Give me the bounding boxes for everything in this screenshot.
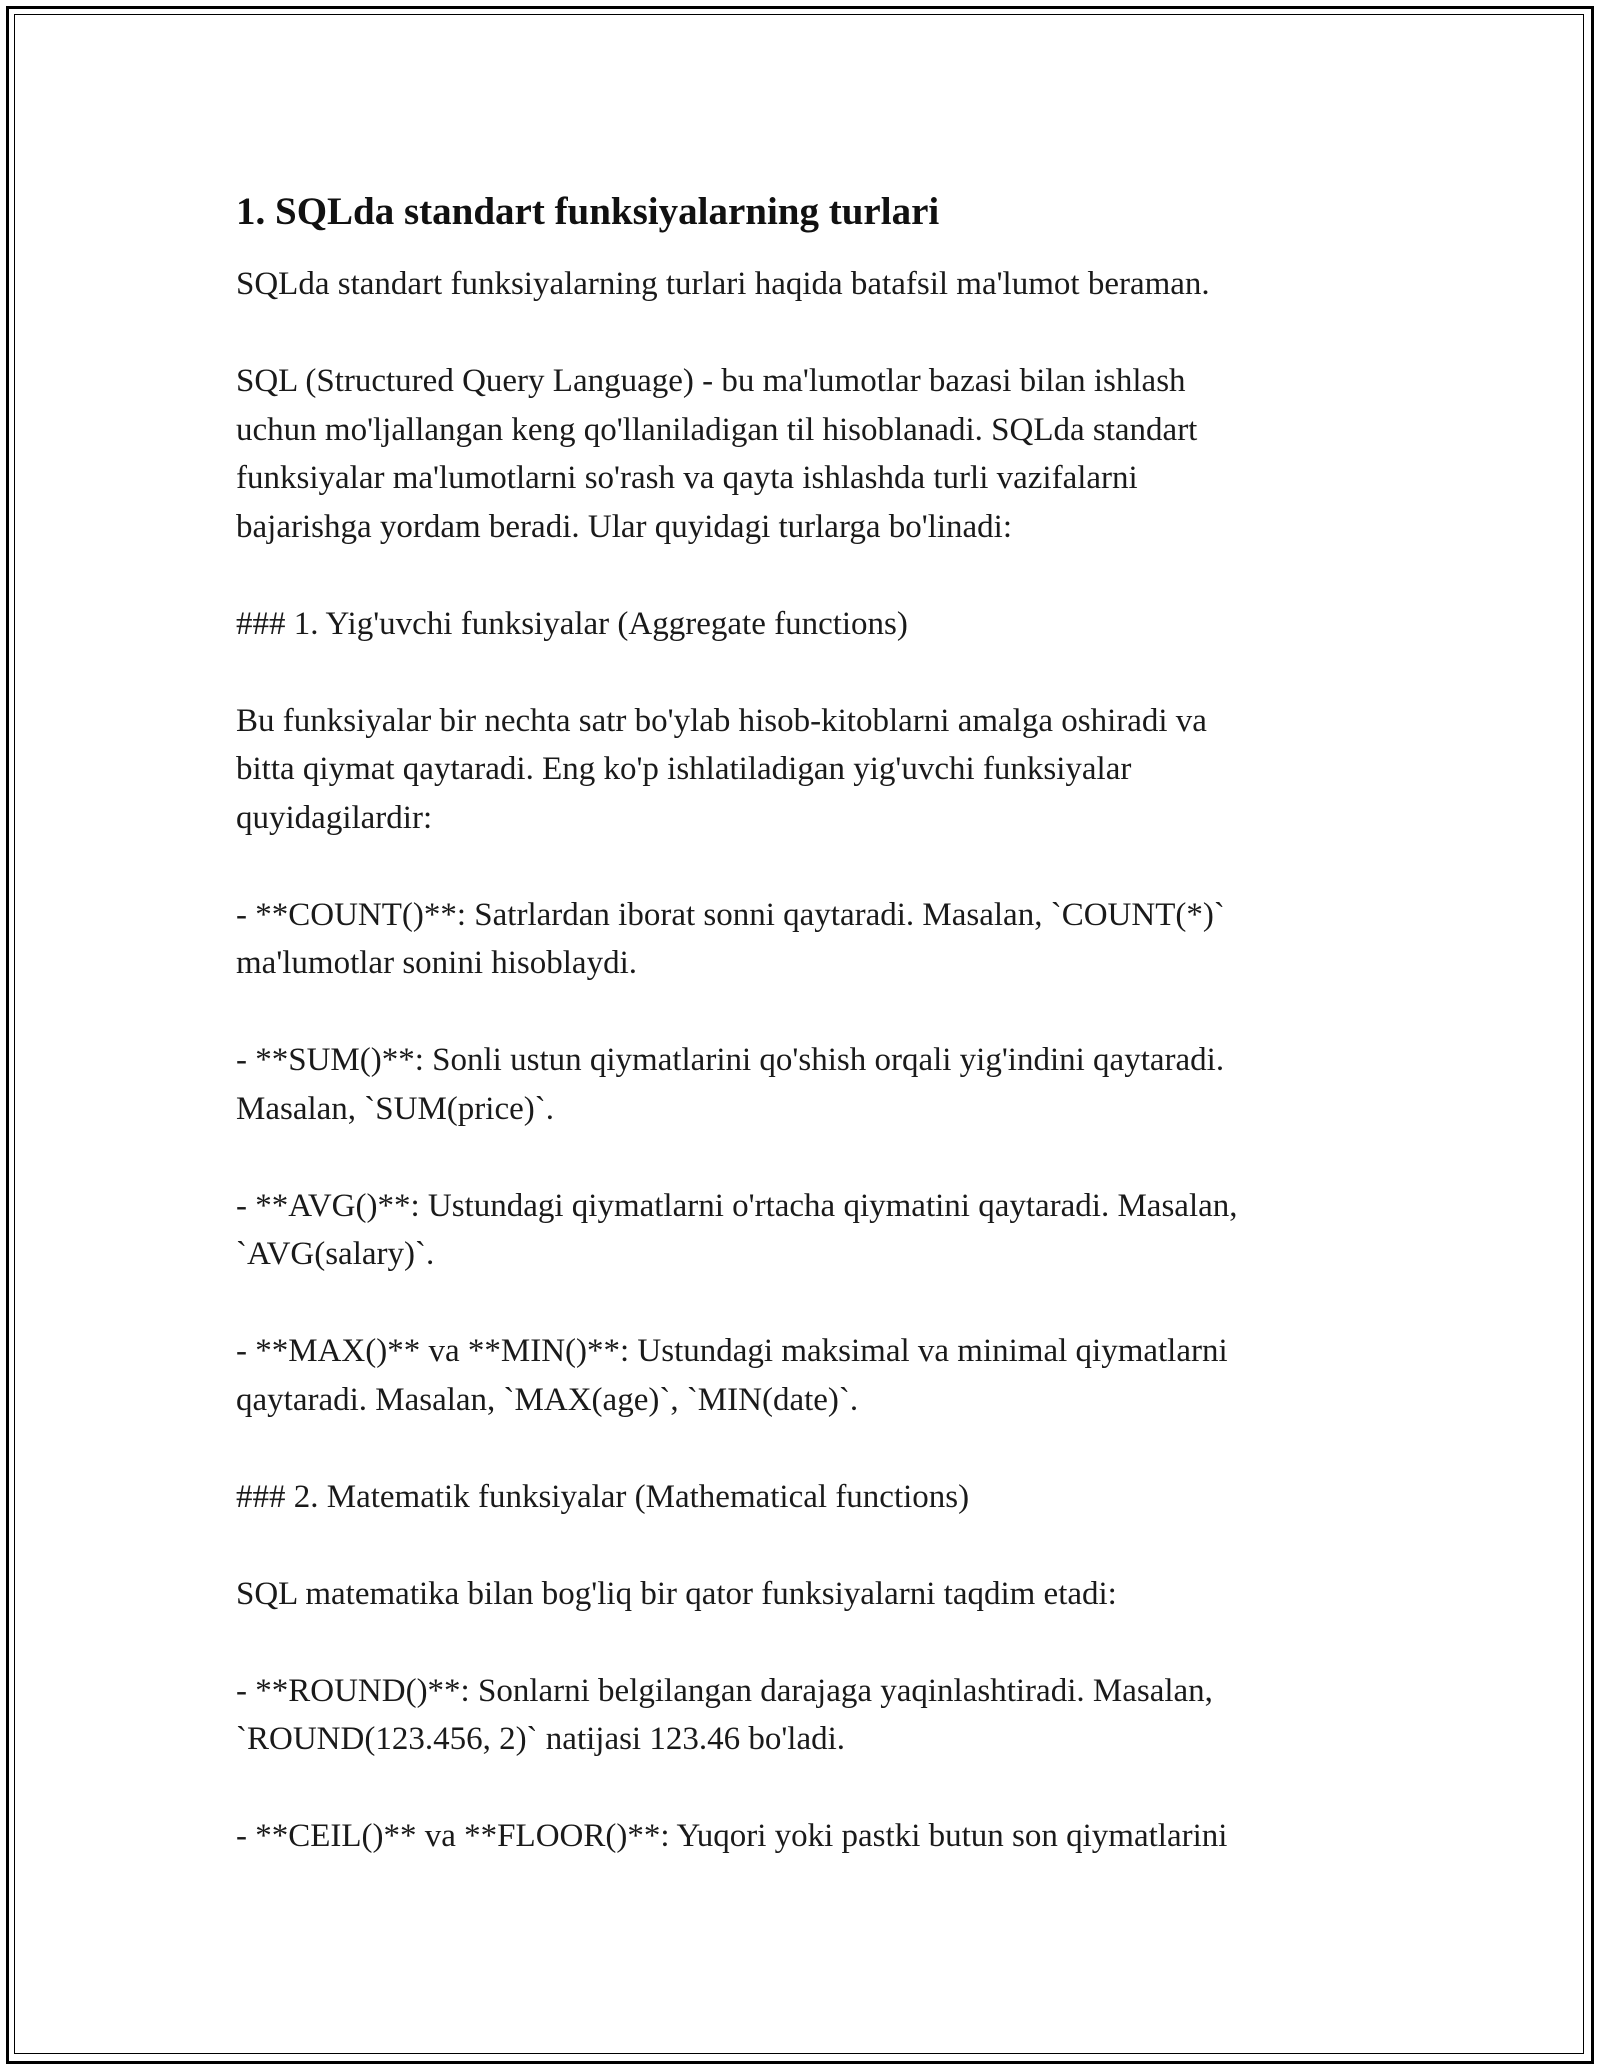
document-body [236, 186, 1376, 1909]
list-item-sum [236, 1036, 1376, 1133]
text-line: `ROUND(123.456, 2)` natijasi 123.46 bo'ladi. [236, 1721, 846, 1757]
document-title: 1. SQLda standart funksiyalarning turlari [236, 190, 940, 233]
text-line: Bu funksiyalar bir nechta satr bo'ylab hisob-kitoblarni amalga oshiradi va [236, 702, 1207, 739]
aggregate-description-paragraph [236, 697, 1376, 843]
text-line: Masalan, `SUM(price)`. [236, 1090, 554, 1127]
text-line: - **CEIL()** va **FLOOR()**: Yuqori yoki pastki butun son qiymatlarini [236, 1818, 1228, 1854]
list-item-avg [236, 1182, 1376, 1279]
list-item-ceil-floor [236, 1812, 1376, 1861]
text-line: ### 2. Matematik funksiyalar (Mathematical functions) [236, 1478, 970, 1515]
text-line: ### 1. Yig'uvchi funksiyalar (Aggregate functions) [236, 605, 908, 642]
section-heading-mathematical [236, 1473, 1376, 1522]
sql-description-paragraph [236, 357, 1376, 551]
text-line: qaytaradi. Masalan, `MAX(age)`, `MIN(date)`. [236, 1381, 859, 1418]
text-line: SQL matematika bilan bog'liq bir qator funksiyalarni taqdim etadi: [236, 1575, 1117, 1612]
text-line: SQL (Structured Query Language) - bu ma'lumotlar bazasi bilan ishlash [236, 363, 1186, 399]
text-line: - **SUM()**: Sonli ustun qiymatlarini qo'shish orqali yig'indini qaytaradi. [236, 1042, 1225, 1078]
list-item-max-min [236, 1327, 1376, 1424]
text-line: ma'lumotlar sonini hisoblaydi. [236, 945, 637, 981]
mathematical-description-paragraph [236, 1570, 1376, 1619]
text-line: bajarishga yordam beradi. Ular quyidagi turlarga bo'linadi: [236, 508, 1013, 545]
text-line: - **COUNT()**: Satrlardan iborat sonni qaytaradi. Masalan, `COUNT(*)` [236, 896, 1225, 933]
text-line: - **AVG()**: Ustundagi qiymatlarni o'rtacha qiymatini qaytaradi. Masalan, [236, 1187, 1238, 1224]
text-line: quyidagilardir: [236, 799, 433, 836]
text-line: `AVG(salary)`. [236, 1236, 435, 1272]
text-line: uchun mo'ljallangan keng qo'llaniladigan til hisoblanadi. SQLda standart [236, 411, 1198, 448]
list-item-count [236, 891, 1376, 988]
text-line: SQLda standart funksiyalarning turlari haqida batafsil ma'lumot beraman. [236, 266, 1210, 302]
text-line: - **ROUND()**: Sonlarni belgilangan darajaga yaqinlashtiradi. Masalan, [236, 1672, 1213, 1709]
section-heading-aggregate [236, 600, 1376, 649]
text-line: - **MAX()** va **MIN()**: Ustundagi maksimal va minimal qiymatlarni [236, 1333, 1228, 1369]
intro-paragraph [236, 260, 1376, 309]
list-item-round [236, 1667, 1376, 1764]
text-line: funksiyalar ma'lumotlarni so'rash va qayta ishlashda turli vazifalarni [236, 460, 1138, 496]
text-line: bitta qiymat qaytaradi. Eng ko'p ishlatiladigan yig'uvchi funksiyalar [236, 751, 1132, 787]
